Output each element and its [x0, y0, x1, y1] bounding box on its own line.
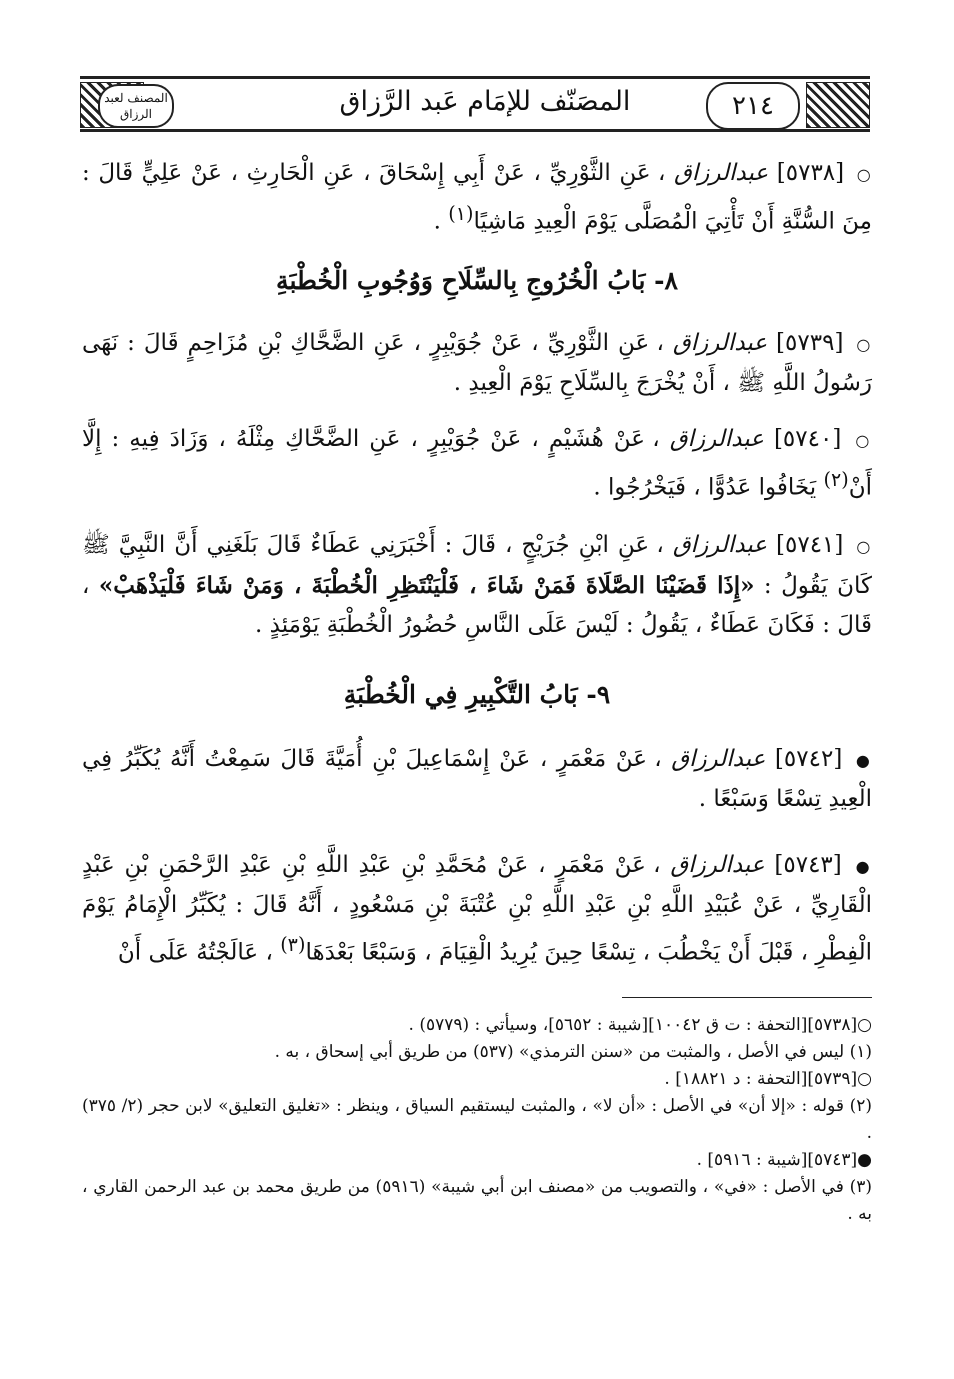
footnote-ref-5743: ●[٥٧٤٣][شيبة : ٥٩١٦] . — [696, 1150, 872, 1170]
entry-text: ، عَنْ مَعْمَرٍ ، عَنْ إِسْمَاعِيلَ بْنِ أُمَيَّةَ قَالَ سَمِعْتُ أَنَّهُ يُكَبِّرُ فِي الْعِيدِ تِسْعًا وَسَبْعًا . — [82, 746, 872, 812]
entry-5741 — [82, 526, 872, 645]
entry-marker: ● — [855, 751, 873, 770]
entry-author: عبدالرزاق — [673, 160, 769, 186]
entry-number: [٥٧٣٩] — [776, 330, 844, 356]
entry-number: [٥٧٣٨] — [776, 160, 845, 186]
entry-number: [٥٧٤٢] — [774, 746, 843, 772]
footnote-ref: (١) — [448, 202, 474, 225]
chapter-heading-9: ٩- بَابُ التَّكْبِيرِ فِي الْخُطْبَةِ — [343, 680, 611, 709]
entry-5742 — [82, 740, 872, 819]
page-number: ٢١٤ — [706, 82, 800, 130]
entry-text: ، عَنْ هُشَيْمٍ ، عَنْ جُوَيْبِرٍ ، عَنِ الضَّحَّاكِ مِثْلَهُ ، وَزَادَ فِيهِ : إِلَّا أَنْ — [82, 426, 872, 501]
footnote-1: (١) ليس في الأصل ، والمثبت من «سنن الترمذي» (٥٣٧) من طريق أبي إسحاق ، به . — [274, 1042, 872, 1062]
ornament-right — [806, 82, 870, 128]
entry-marker: ○ — [856, 335, 873, 354]
entry-marker: ○ — [855, 431, 873, 450]
hadith-quote: «إِذَا قَضَيْنَا الصَّلَاةَ فَمَنْ شَاءَ ، فَلْيَنْتَظِرِ الْخُطْبَةَ ، وَمَنْ شَاءَ فَلْيَذْهَبْ» — [98, 572, 755, 599]
entry-author: عبدالرزاق — [672, 532, 767, 558]
entry-text: ، عَنِ الثَّوْرِيِّ ، عَنْ أَبِي إِسْحَاقَ ، عَنِ الْحَارِثِ ، عَنْ عَلِيٍّ قَالَ : مِنَ السُّنَّةِ أَنْ تَأْتِيَ الْمُصَلَّى يَوْمَ الْعِيدِ مَاشِيًا — [82, 160, 872, 235]
entry-text: ، عَنِ ابْنِ جُرَيْجٍ ، قَالَ : أَخْبَرَنِي عَطَاءٌ قَالَ بَلَغَنِي أَنَّ النَّبِيَّ ﷺ كَانَ يَقُولُ : — [82, 532, 872, 599]
entry-author: عبدالرزاق — [672, 330, 768, 356]
entry-end: يَخَافُوا عَدُوًّا ، فَيَخْرُجُوا . — [593, 474, 824, 501]
entry-number: [٥٧٤٠] — [773, 426, 842, 452]
entry-marker: ○ — [856, 537, 873, 556]
header-rule-top — [80, 76, 870, 79]
footnote-2: (٢) قوله : «إلا أن» في الأصل : «أن لا» ، والمثبت ليستقيم السياق ، وينظر : «تغليق التعليق» لابن حجر (٢/ ٣٧٥) . — [82, 1096, 872, 1143]
entry-end: ، عَالَجْتُهُ عَلَى أَنْ — [117, 939, 281, 966]
entry-number: [٥٧٤٣] — [774, 852, 842, 878]
footnote-divider — [622, 997, 872, 998]
entry-5739 — [82, 324, 872, 403]
entry-marker: ○ — [856, 165, 873, 184]
entry-number: [٥٧٤١] — [776, 532, 844, 558]
footnote-ref-5738: ○[٥٧٣٨][التحفة : ت ق ١٠٠٤٢][شيبة : ٥٦٥٢]، وسيأتي : (٥٧٧٩) . — [408, 1015, 872, 1035]
footnotes — [82, 1012, 872, 1228]
page-header — [80, 72, 870, 136]
entry-end: ، قَالَ : فَكَانَ عَطَاءٌ ، يَقُولُ : لَيْسَ عَلَى النَّاسِ حُضُورُ الْخُطْبَةِ يَوْمَئِذٍ . — [82, 573, 872, 638]
footnote-ref: (٢) — [823, 468, 849, 491]
book-title: المصَنّف للإمَام عَبد الرَّزاق — [339, 86, 631, 117]
entry-text: ، عَنِ الثَّوْرِيِّ ، عَنْ جُوَيْبِرٍ ، عَنِ الضَّحَّاكِ بْنِ مُزَاحِمٍ قَالَ : نَهَى رَسُولُ اللَّهِ ﷺ ، أَنْ يُخْرَجَ بِالسِّلَاحِ يَوْمَ الْعِيدِ . — [82, 330, 872, 396]
entry-author: عبدالرزاق — [671, 746, 766, 772]
entry-marker: ● — [855, 857, 873, 876]
entry-end: . — [433, 208, 449, 235]
entry-author: عبدالرزاق — [669, 426, 764, 452]
entry-5740 — [82, 420, 872, 508]
footnote-3: (٣) في الأصل : «في» ، والتصويب من «مصنف ابن أبي شيبة» (٥٩١٦) من طريق محمد بن عبد الرحمن القاري ، به . — [82, 1177, 872, 1224]
book-logo-badge: المصنف لعبد الرزاق — [98, 84, 174, 128]
entry-5743 — [82, 846, 872, 973]
footnote-ref: (٣) — [280, 933, 306, 956]
entry-author: عبدالرزاق — [670, 852, 765, 878]
entry-5738 — [82, 154, 872, 242]
chapter-heading-8: ٨- بَابُ الْخُرُوجِ بِالسِّلَاحِ وَوُجُوبِ الْخُطْبَةِ — [276, 266, 678, 295]
footnote-ref-5739: ○[٥٧٣٩][التحفة : د ١٨٨٢١] . — [664, 1069, 872, 1089]
entry-text: ، عَنْ مَعْمَرٍ ، عَنْ مُحَمَّدِ بْنِ عَبْدِ اللَّهِ بْنِ عَبْدِ الرَّحْمَنِ بْنِ عَبْدٍ الْقَارِيِّ ، عَنْ عُبَيْدِ اللَّهِ بْنِ عَبْدِ اللَّهِ بْنِ عُتْبَةَ بْنِ مَسْعُودٍ ، أَنَّهُ قَالَ : يُكَبِّرُ الْإِمَامُ يَوْمَ الْفِطْرِ ، قَبْلَ أَنْ يَخْطُبَ ، تِسْعًا حِينَ يُرِيدُ الْقِيَامَ ، وَسَبْعًا بَعْدَهَا — [82, 852, 872, 966]
